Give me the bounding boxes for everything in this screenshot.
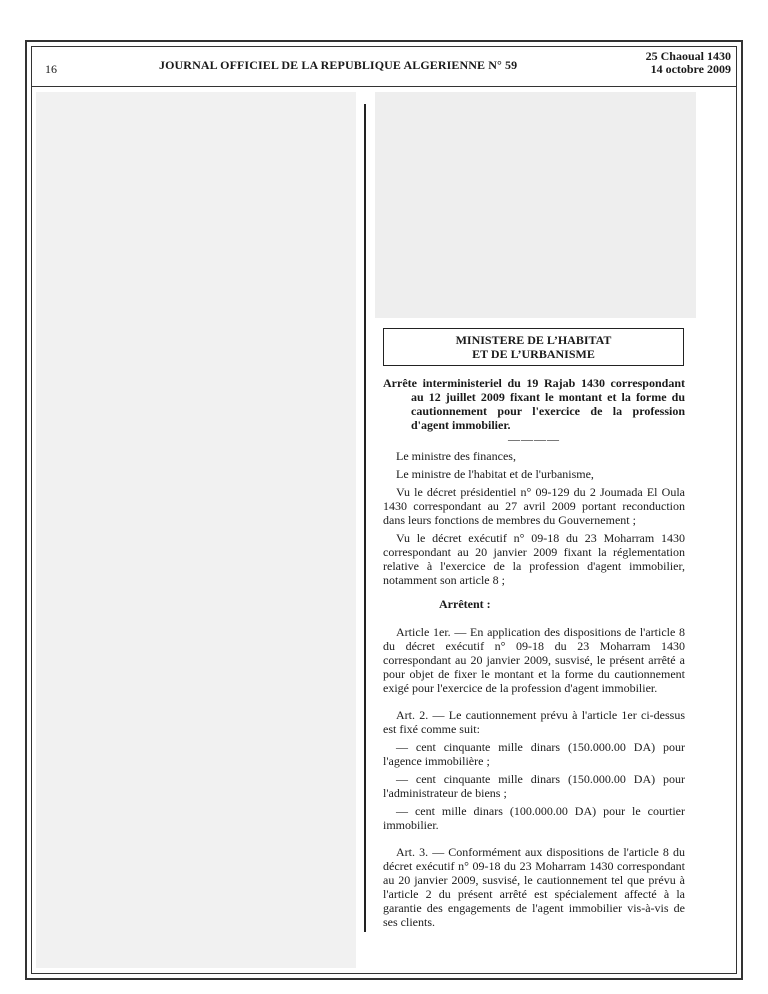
page-number: 16 [45, 62, 57, 76]
right-column-blank-area [375, 92, 696, 318]
column-divider [364, 104, 366, 932]
issue-date [646, 50, 731, 76]
article-2-item-courtier: — cent mille dinars (100.000.00 DA) pour le courtier immobilier. [383, 804, 685, 832]
ministry-line-2: ET DE L’URBANISME [472, 347, 595, 361]
title-separator: ———— [508, 432, 560, 446]
date-gregorian: 14 octobre 2009 [650, 62, 731, 76]
paragraph-vu-decret-presidentiel: Vu le décret présidentiel n° 09-129 du 2 Joumada El Oula 1430 correspondant au 27 avril 2009 portant reconduction dans leurs fonctions de membres du Gouvernement ; [383, 485, 685, 527]
paragraph-minister-habitat: Le ministre de l'habitat et de l'urbanisme, [396, 467, 594, 481]
article-1: Article 1er. — En application des dispositions de l'article 8 du décret exécutif n° 09-18 du 23 Moharram 1430 correspondant au 20 janvier 2009, susvisé, le présent arrêté a pour objet de fixer le montant et la forme du cautionnement exigé pour l'exercice de la profession d'agent immobilier. [383, 625, 685, 695]
header-rule [31, 86, 737, 87]
date-hijri: 25 Chaoual 1430 [645, 49, 731, 63]
arrete-title-text: Arrête interministeriel du 19 Rajab 1430 correspondant au 12 juillet 2009 fixant le montant et la forme du cautionnement pour l'exercice de la profession d'agent immobilier. [383, 376, 685, 432]
ministry-heading [383, 328, 684, 366]
left-column-blank-area [36, 92, 356, 968]
arretent-heading: Arrêtent : [439, 597, 491, 611]
article-2-item-administrateur: — cent cinquante mille dinars (150.000.00 DA) pour l'administrateur de biens ; [383, 772, 685, 800]
journal-title: JOURNAL OFFICIEL DE LA REPUBLIQUE ALGERIENNE N° 59 [159, 58, 518, 72]
article-2-item-agence: — cent cinquante mille dinars (150.000.00 DA) pour l'agence immobilière ; [383, 740, 685, 768]
paragraph-vu-decret-executif: Vu le décret exécutif n° 09-18 du 23 Moharram 1430 correspondant au 20 janvier 2009 fixant la réglementation relative à l'exercice de la profession d'agent immobilier, notamment son article 8 ; [383, 531, 685, 587]
ministry-line-1: MINISTERE DE L’HABITAT [455, 333, 612, 347]
paragraph-minister-finances: Le ministre des finances, [396, 449, 516, 463]
arrete-body [383, 449, 685, 933]
arrete-title [383, 376, 685, 432]
page-header [31, 46, 737, 86]
article-2: Art. 2. — Le cautionnement prévu à l'article 1er ci-dessus est fixé comme suit: [383, 708, 685, 736]
article-3: Art. 3. — Conformément aux dispositions de l'article 8 du décret exécutif n° 09-18 du 23 Moharram 1430 correspondant au 20 janvier 2009, susvisé, le cautionnement tel que prévu à l'article 2 du présent arrêté est spécialement affecté à la garantie des engagements de l'agent immobilier vis-à-vis de ses clients. [383, 845, 685, 929]
